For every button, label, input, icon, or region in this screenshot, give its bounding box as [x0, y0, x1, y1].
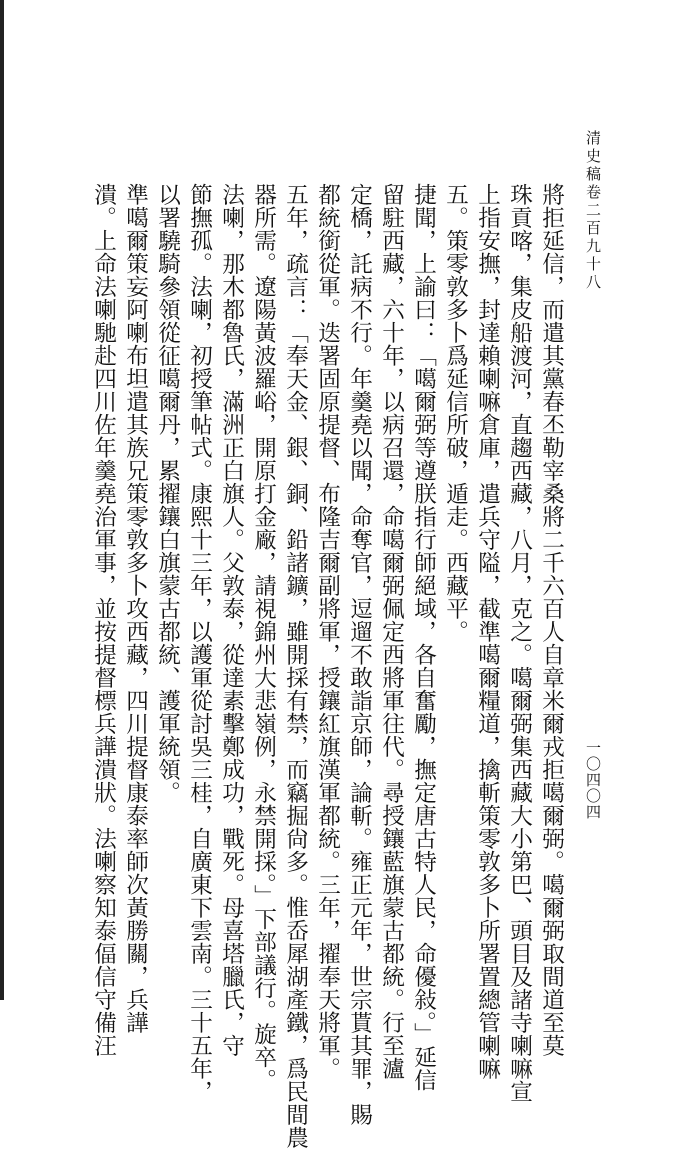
text-column: 將拒延信，而遣其黨春丕勒宰桑將二千六百人自章米爾戎拒噶爾弼。噶爾弼取間道至莫 [538, 183, 565, 1057]
page-edge-border [0, 0, 4, 1000]
book-title-header: 清史稿卷二百九十八 [584, 130, 602, 292]
text-column: 器所需。遼陽黃波羅峪，開原打金廠，請視錦州大悲嶺例，永禁開採。」下部議行。旋卒。 [250, 183, 277, 1092]
page-number: 一〇四〇四 [584, 740, 602, 820]
text-column: 法喇，那木都魯氏，滿洲正白旗人。父敦泰，從達素擊鄭成功，戰死。母喜塔臘氏，守 [218, 183, 245, 1057]
text-column: 都統銜從軍。迭署固原提督、布隆吉爾副將軍，授鑲紅旗漢軍都統。三年，擢奉天將軍。 [314, 183, 341, 1080]
text-column: 潰。上命法喇馳赴四川佐年羹堯治軍事，並按提督標兵譁潰狀。法喇察知泰偪信守備汪 [90, 183, 117, 1057]
text-column: 五年，疏言：「奉天金、銀、銅、鉛諸鑛，雖開採有禁，而竊掘尙多。惟岙犀湖產鐵，爲民間農 [282, 183, 309, 1149]
text-column: 節撫孤。法喇，初授筆帖式。康熙十三年，以護軍從討吳三桂，自廣東下雲南。三十五年， [186, 183, 213, 1103]
text-column: 留駐西藏，六十年，以病召還，命噶爾弼佩定西將軍往代。尋授鑲藍旗蒙古都統。行至瀘 [378, 183, 405, 1080]
text-column: 上指安撫，封達賴喇嘛倉庫，遣兵守隘，截準噶爾糧道，擒斬策零敦多卜所署置總管喇嘛 [474, 183, 501, 1080]
text-column: 準噶爾策妄阿喇布坦遣其族兄策零敦多卜攻西藏，四川提督康泰率師次黃勝關，兵譁 [122, 183, 149, 1034]
text-column: 五。策零敦多卜爲延信所破，遁走。西藏平。 [442, 183, 469, 643]
text-column: 珠貢喀，集皮船渡河，直趨西藏，八月，克之。噶爾弼集西藏大小第巴、頭目及諸寺喇嘛宣 [506, 183, 533, 1103]
text-column: 以署驍騎參領從征噶爾丹，累擢鑲白旗蒙古都統、護軍統領。 [154, 183, 181, 804]
text-column: 定橋，託病不行。年羹堯以聞，命奪官，逗遛不敢詣京師，論斬。雍正元年，世宗貰其罪，賜 [346, 183, 373, 1126]
text-column: 捷聞，上諭曰：「噶爾弼等遵朕指行師絕域，各自奮勵，撫定唐古特人民，命優敍。」延信 [410, 183, 437, 1092]
